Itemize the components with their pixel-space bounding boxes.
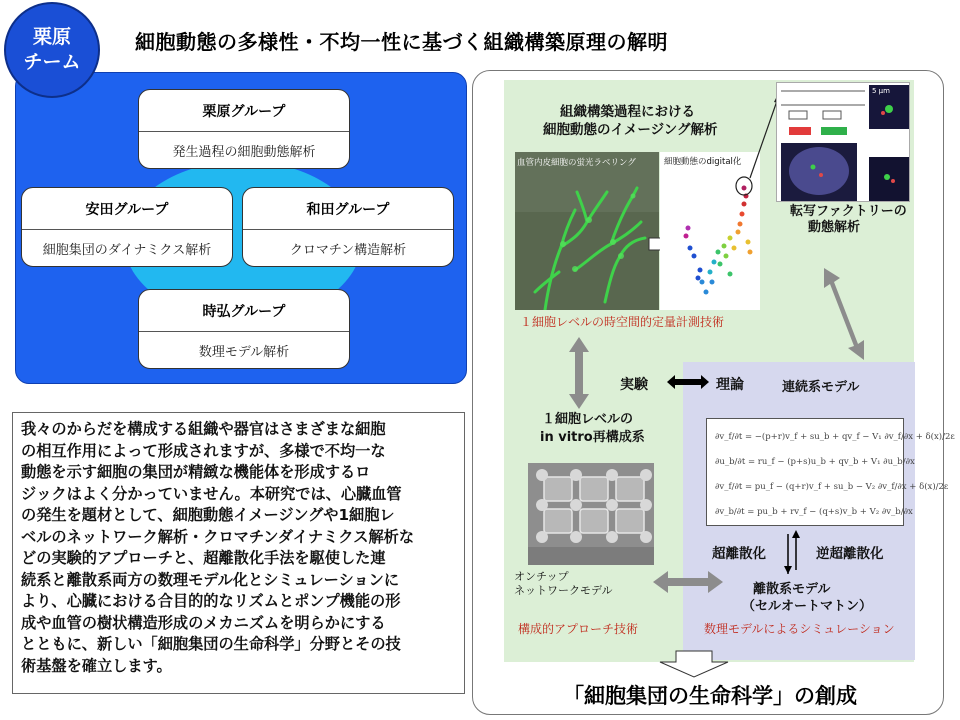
page-title: 細胞動態の多様性・不均一性に基づく組織構築原理の解明: [135, 30, 668, 54]
chip-label-1: オンチップ: [514, 570, 569, 583]
discretization-arrows-icon: [784, 528, 800, 576]
ultradiscrete-label: 超離散化: [712, 546, 766, 562]
simulation-label: 数理モデルによるシミュレーション: [704, 622, 895, 636]
scale-label: 5 μm: [872, 87, 890, 95]
description-line: 続系と離散系両方の数理モデル化とシミュレーションに: [21, 570, 400, 589]
equation-line: ∂v_f/∂t = −(p+r)v_f + su_b + qv_f − V₁ ∂v_f/∂x + δ(x)/2ε: [715, 432, 955, 442]
group-wada-topic: クロマチン構造解析: [289, 242, 407, 258]
constructive-label: 構成的アプローチ技術: [518, 622, 639, 636]
theory-label: 理論: [716, 377, 744, 393]
group-wada: [242, 187, 454, 267]
exp-theory-arrow-icon: [666, 374, 710, 390]
description-line: 術基盤を確立します。: [21, 656, 172, 675]
description-line: ベルのネットワーク解析・クロマチンダイナミクス解析な: [21, 527, 415, 546]
description-line: の相互作用によって形成されますが、多様で不均一な: [21, 441, 386, 460]
team-badge-line1: 栗原: [32, 26, 71, 49]
group-yasuda-name: 安田グループ: [22, 188, 232, 230]
group-kurihara-name: 栗原グループ: [139, 90, 349, 132]
discrete-model-label-2: （セルオートマトン）: [742, 599, 873, 614]
description-line: 我々のからだを構成する組織や器官はさまざまな細胞: [21, 420, 386, 438]
group-yasuda: [21, 187, 233, 267]
description-line: どの実験的アプローチと、超離散化手法を駆使した連: [21, 549, 386, 567]
digital-label: 細胞動態のdigital化: [664, 157, 742, 167]
description-line: ジックはよく分かっていません。本研究では、心臓血管: [21, 484, 402, 503]
horizontal-double-arrow-icon: [652, 570, 724, 594]
continuous-model-label: 連続系モデル: [782, 380, 860, 395]
transcription-factory-images: [776, 82, 910, 202]
factory-label-1: 転写ファクトリーの: [790, 204, 907, 219]
experiment-label: 実験: [620, 377, 648, 393]
final-title: 「細胞集団の生命科学」の創成: [563, 684, 857, 708]
team-badge-line2: チーム: [23, 51, 81, 73]
description-line: の発生を題材として、細胞動態イメージングや1細胞レ: [21, 506, 395, 524]
down-arrow-icon: [658, 650, 730, 678]
description-line: とともに、新しい「細胞集団の生命科学」分野とその技: [21, 635, 401, 653]
invitro-label-1: １細胞レベルの: [542, 412, 634, 427]
group-kurihara-topic: 発生過程の細胞動態解析: [172, 144, 316, 160]
description-box: [12, 412, 465, 694]
micro-label: 血管内皮細胞の蛍光ラベリング: [517, 158, 636, 168]
equation-line: ∂u_b/∂t = ru_f − (p+s)u_b + qv_b + V₁ ∂u_b/∂x: [715, 457, 915, 467]
invitro-label-2: in vitro再構成系: [540, 430, 645, 445]
chip-label-2: ネットワークモデル: [514, 584, 613, 597]
imaging-title-2: 細胞動態のイメージング解析: [543, 122, 718, 138]
quant-label: １細胞レベルの時空間的定量計測技術: [520, 315, 725, 329]
chip-image: [528, 463, 654, 565]
equations-box: [706, 418, 955, 526]
team-badge: [4, 2, 100, 98]
microscopy-image: [515, 152, 659, 310]
discrete-model-label-1: 離散系モデル: [753, 582, 831, 597]
group-tokihiro: [138, 289, 350, 369]
group-yasuda-topic: 細胞集団のダイナミクス解析: [42, 242, 212, 258]
equation-line: ∂v_f/∂t = pu_f − (q+r)v_f + su_b − V₂ ∂v_f/∂x + δ(x)/2ε: [715, 482, 949, 492]
group-kurihara: [138, 89, 350, 169]
inverse-ultradiscrete-label: 逆超離散化: [816, 546, 884, 562]
factory-label-2: 動態解析: [808, 220, 861, 235]
group-tokihiro-topic: 数理モデル解析: [198, 344, 290, 360]
description-line: 成や血管の樹状構造形成のメカニズムを明らかにする: [21, 613, 386, 632]
description-line: 動態を示す細胞の集団が精緻な機能体を形成するロ: [21, 463, 371, 481]
description-line: より、心臓における合目的的なリズムとポンプ機能の形: [21, 592, 401, 610]
group-tokihiro-name: 時弘グループ: [139, 290, 349, 332]
equation-line: ∂v_b/∂t = pu_b + rv_f − (q+s)v_b + V₂ ∂v_b/∂x: [715, 507, 913, 517]
imaging-title-1: 組織構築過程における: [560, 104, 695, 120]
groups-panel: [15, 72, 467, 384]
diagonal-double-arrow-icon: [818, 266, 870, 362]
group-wada-name: 和田グループ: [243, 188, 453, 230]
vertical-double-arrow-icon: [568, 336, 590, 410]
